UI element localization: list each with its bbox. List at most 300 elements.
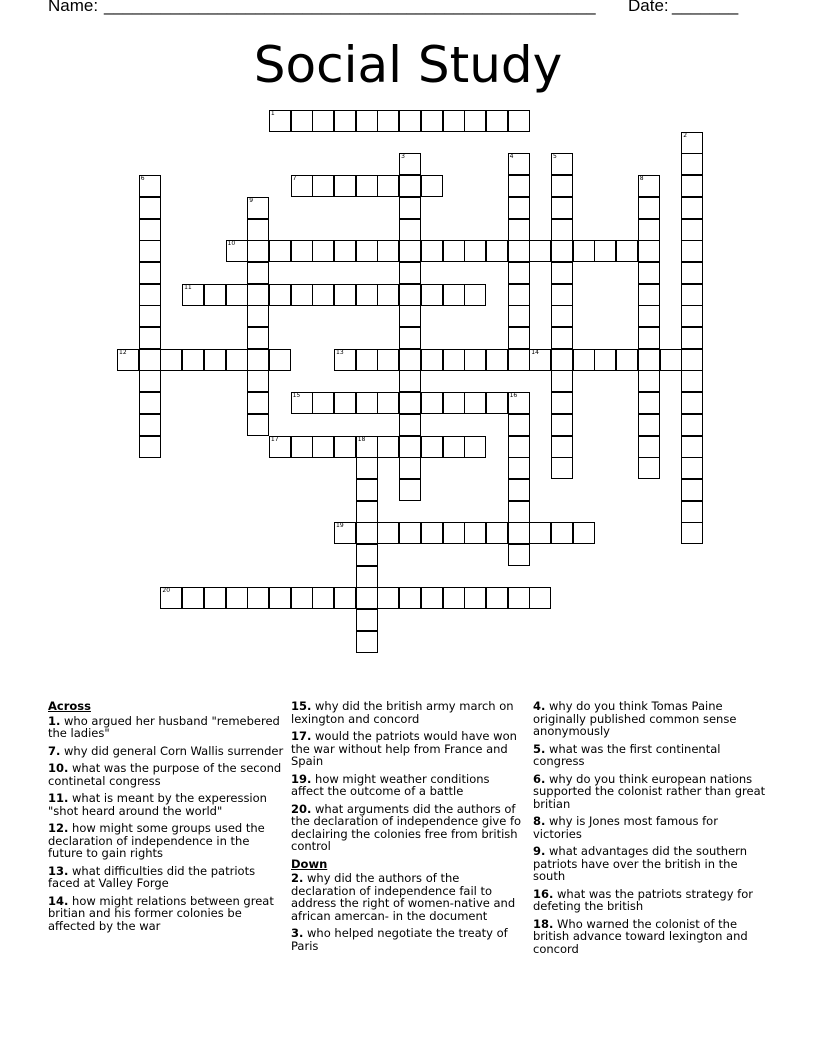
grid-cell[interactable] <box>638 262 660 284</box>
grid-cell[interactable] <box>508 197 530 219</box>
clue-text: who argued her husband "remebered the ladies" <box>48 713 280 740</box>
grid-cell[interactable] <box>638 305 660 327</box>
across-clue <box>291 773 525 798</box>
grid-cell[interactable] <box>399 284 421 306</box>
grid-cell[interactable] <box>291 110 313 132</box>
grid-cell[interactable] <box>377 522 399 544</box>
grid-cell[interactable] <box>421 175 443 197</box>
clue-text: why do you think Tomas Paine originally published common sense anonymously <box>533 699 737 738</box>
grid-cell[interactable] <box>508 501 530 523</box>
grid-cell[interactable] <box>508 436 530 458</box>
grid-cell[interactable] <box>334 240 356 262</box>
grid-cell[interactable] <box>638 349 660 371</box>
grid-cell[interactable] <box>139 436 161 458</box>
grid-cell[interactable] <box>139 349 161 371</box>
grid-cell[interactable] <box>421 110 443 132</box>
down-clue <box>533 700 769 738</box>
grid-cell[interactable] <box>139 240 161 262</box>
clue-num: 4. <box>533 699 546 713</box>
grid-cell[interactable] <box>681 414 703 436</box>
clue-num: 1. <box>48 713 61 728</box>
grid-cell[interactable] <box>377 240 399 262</box>
grid-cell[interactable] <box>377 110 399 132</box>
grid-cell[interactable] <box>139 414 161 436</box>
grid-cell[interactable] <box>269 436 291 458</box>
clue-num: 9. <box>533 844 546 858</box>
clue-num: 12. <box>48 821 69 835</box>
grid-cell[interactable] <box>616 240 638 262</box>
grid-cell[interactable] <box>464 240 486 262</box>
date-field[interactable]: _______ <box>672 0 739 15</box>
grid-cell[interactable] <box>139 327 161 349</box>
grid-cell[interactable] <box>247 305 269 327</box>
grid-cell[interactable] <box>551 457 573 479</box>
grid-cell[interactable] <box>638 392 660 414</box>
grid-cell[interactable] <box>160 587 182 609</box>
grid-cell[interactable] <box>182 587 204 609</box>
grid-cell[interactable] <box>551 414 573 436</box>
grid-cell[interactable] <box>508 175 530 197</box>
grid-cell[interactable] <box>312 175 334 197</box>
clue-number: 17 <box>270 435 279 443</box>
grid-cell[interactable] <box>464 110 486 132</box>
grid-cell[interactable] <box>421 240 443 262</box>
grid-cell[interactable] <box>204 349 226 371</box>
grid-cell[interactable] <box>508 349 530 371</box>
grid-cell[interactable] <box>681 522 703 544</box>
grid-cell[interactable] <box>638 370 660 392</box>
grid-cell[interactable] <box>508 457 530 479</box>
grid-cell[interactable] <box>508 392 530 414</box>
grid-cell[interactable] <box>421 392 443 414</box>
across-clue <box>48 762 284 787</box>
grid-cell[interactable] <box>247 284 269 306</box>
down-clue <box>533 815 769 840</box>
grid-cell[interactable] <box>508 522 530 544</box>
clue-number: 16 <box>509 392 518 400</box>
grid-cell[interactable] <box>247 240 269 262</box>
grid-cell[interactable] <box>443 522 465 544</box>
clue-number: 11 <box>184 283 192 291</box>
grid-cell[interactable] <box>508 110 530 132</box>
down-clue <box>533 773 769 811</box>
grid-cell[interactable] <box>681 197 703 219</box>
grid-cell[interactable] <box>529 522 551 544</box>
grid-cell[interactable] <box>356 457 378 479</box>
clue-num: 20. <box>291 801 312 816</box>
grid-cell[interactable] <box>551 349 573 371</box>
grid-cell[interactable] <box>638 457 660 479</box>
grid-cell[interactable] <box>681 175 703 197</box>
grid-cell[interactable] <box>399 392 421 414</box>
clue-text: why did the authors of the declaration of independence fail to address the right of women-native and african amercan- in the document <box>291 871 516 923</box>
clue-num: 14. <box>48 893 69 908</box>
clue-num: 15. <box>291 699 312 713</box>
grid-cell[interactable] <box>182 284 204 306</box>
grid-cell[interactable] <box>443 110 465 132</box>
clue-number: 18 <box>357 435 366 443</box>
grid-cell[interactable] <box>399 587 421 609</box>
down-clue <box>291 872 525 922</box>
grid-cell[interactable] <box>508 284 530 306</box>
grid-cell[interactable] <box>356 631 378 653</box>
grid-cell[interactable] <box>356 110 378 132</box>
grid-cell[interactable] <box>529 349 551 371</box>
grid-cell[interactable] <box>226 284 248 306</box>
grid-cell[interactable] <box>312 436 334 458</box>
across-clue <box>291 700 525 725</box>
grid-cell[interactable] <box>399 457 421 479</box>
clue-text: what difficulties did the patriots faced at Valley Forge <box>48 863 256 890</box>
grid-cell[interactable] <box>681 132 703 154</box>
grid-cell[interactable] <box>247 219 269 241</box>
grid-cell[interactable] <box>247 392 269 414</box>
grid-cell[interactable] <box>291 284 313 306</box>
grid-cell[interactable] <box>573 240 595 262</box>
grid-cell[interactable] <box>551 436 573 458</box>
grid-cell[interactable] <box>247 414 269 436</box>
grid-cell[interactable] <box>269 349 291 371</box>
grid-cell[interactable] <box>464 522 486 544</box>
grid-cell[interactable] <box>486 240 508 262</box>
grid-cell[interactable] <box>443 392 465 414</box>
grid-cell[interactable] <box>269 587 291 609</box>
clue-text: what was the first continental congress <box>533 741 721 768</box>
grid-cell[interactable] <box>464 392 486 414</box>
grid-cell[interactable] <box>551 370 573 392</box>
grid-cell[interactable] <box>269 110 291 132</box>
grid-cell[interactable] <box>508 414 530 436</box>
down-clue <box>533 888 769 913</box>
clue-text: what was the purpose of the second continetal congress <box>48 761 282 788</box>
clue-text: would the patriots would have won the war without help from France and Spain <box>291 729 517 768</box>
grid-cell[interactable] <box>464 587 486 609</box>
grid-cell[interactable] <box>356 587 378 609</box>
clue-num: 5. <box>533 741 546 756</box>
grid-cell[interactable] <box>551 240 573 262</box>
grid-cell[interactable] <box>443 349 465 371</box>
grid-cell[interactable] <box>312 110 334 132</box>
grid-cell[interactable] <box>377 392 399 414</box>
grid-cell[interactable] <box>312 284 334 306</box>
grid-cell[interactable] <box>421 436 443 458</box>
clue-text: how might some groups used the declaration of independence in the future to gain rights <box>48 821 265 860</box>
grid-cell[interactable] <box>247 349 269 371</box>
clue-text: what arguments did the authors of the declaration of independence give fo declairing the colonies free from british control <box>291 801 522 853</box>
grid-cell[interactable] <box>573 349 595 371</box>
down-heading: Down <box>291 856 328 871</box>
grid-cell[interactable] <box>616 349 638 371</box>
grid-cell[interactable] <box>486 392 508 414</box>
grid-cell[interactable] <box>291 392 313 414</box>
clue-num: 3. <box>291 926 304 940</box>
grid-cell[interactable] <box>638 240 660 262</box>
grid-cell[interactable] <box>139 392 161 414</box>
grid-cell[interactable] <box>443 436 465 458</box>
grid-cell[interactable] <box>421 522 443 544</box>
grid-cell[interactable] <box>226 587 248 609</box>
grid-cell[interactable] <box>638 219 660 241</box>
grid-cell[interactable] <box>508 479 530 501</box>
grid-cell[interactable] <box>508 240 530 262</box>
across-clue <box>48 745 284 758</box>
grid-cell[interactable] <box>443 587 465 609</box>
grid-cell[interactable] <box>334 284 356 306</box>
grid-cell[interactable] <box>399 305 421 327</box>
grid-cell[interactable] <box>399 175 421 197</box>
grid-cell[interactable] <box>334 436 356 458</box>
name-label: Name: <box>48 0 99 15</box>
grid-cell[interactable] <box>139 175 161 197</box>
grid-cell[interactable] <box>334 349 356 371</box>
grid-cell[interactable] <box>139 197 161 219</box>
grid-cell[interactable] <box>291 587 313 609</box>
clue-num: 16. <box>533 886 554 901</box>
grid-cell[interactable] <box>399 110 421 132</box>
clue-text: how might weather conditions affect the outcome of a battle <box>291 771 490 798</box>
across-clue <box>48 865 284 890</box>
grid-cell[interactable] <box>399 262 421 284</box>
grid-cell[interactable] <box>638 414 660 436</box>
grid-cell[interactable] <box>681 370 703 392</box>
grid-cell[interactable] <box>638 284 660 306</box>
clue-number: 3 <box>401 153 405 161</box>
clue-num: 7. <box>48 743 61 758</box>
clues-column-3 <box>533 700 769 960</box>
grid-cell[interactable] <box>681 262 703 284</box>
grid-cell[interactable] <box>638 327 660 349</box>
grid-cell[interactable] <box>399 370 421 392</box>
grid-cell[interactable] <box>486 110 508 132</box>
grid-cell[interactable] <box>291 240 313 262</box>
grid-cell[interactable] <box>139 370 161 392</box>
grid-cell[interactable] <box>681 153 703 175</box>
across-clue <box>48 895 284 933</box>
clue-number: 4 <box>509 153 514 161</box>
clue-number: 1 <box>270 110 275 117</box>
grid-cell[interactable] <box>377 436 399 458</box>
grid-cell[interactable] <box>681 436 703 458</box>
grid-cell[interactable] <box>356 479 378 501</box>
across-clue <box>291 803 525 853</box>
grid-cell[interactable] <box>356 436 378 458</box>
grid-cell[interactable] <box>551 153 573 175</box>
clue-text: what was the patriots strategy for defeting the british <box>533 886 753 913</box>
grid-cell[interactable] <box>226 240 248 262</box>
grid-cell[interactable] <box>334 175 356 197</box>
grid-cell[interactable] <box>399 153 421 175</box>
grid-cell[interactable] <box>529 587 551 609</box>
grid-cell[interactable] <box>399 349 421 371</box>
grid-cell[interactable] <box>464 284 486 306</box>
across-clue <box>48 715 284 740</box>
grid-cell[interactable] <box>421 587 443 609</box>
grid-cell[interactable] <box>399 414 421 436</box>
grid-cell[interactable] <box>247 262 269 284</box>
grid-cell[interactable] <box>312 587 334 609</box>
grid-cell[interactable] <box>399 479 421 501</box>
grid-cell[interactable] <box>508 262 530 284</box>
grid-cell[interactable] <box>443 240 465 262</box>
grid-cell[interactable] <box>377 349 399 371</box>
grid-cell[interactable] <box>356 392 378 414</box>
grid-cell[interactable] <box>291 175 313 197</box>
grid-cell[interactable] <box>594 349 616 371</box>
grid-cell[interactable] <box>399 240 421 262</box>
grid-cell[interactable] <box>139 305 161 327</box>
grid-cell[interactable] <box>356 284 378 306</box>
grid-cell[interactable] <box>508 305 530 327</box>
grid-cell[interactable] <box>356 175 378 197</box>
grid-cell[interactable] <box>117 349 139 371</box>
grid-cell[interactable] <box>681 349 703 371</box>
grid-cell[interactable] <box>681 501 703 523</box>
grid-cell[interactable] <box>334 392 356 414</box>
clue-text: how might relations between great britian and his former colonies be affected by the war <box>48 893 274 933</box>
grid-cell[interactable] <box>399 197 421 219</box>
grid-cell[interactable] <box>464 436 486 458</box>
clue-number: 20 <box>162 587 171 595</box>
clues-column-1 <box>48 700 284 937</box>
clue-text: what advantages did the southern patriots have over the british in the south <box>533 844 747 883</box>
down-clue <box>533 743 769 768</box>
grid-cell[interactable] <box>421 284 443 306</box>
name-field[interactable]: ____________________________________________________ <box>104 0 596 15</box>
down-clue <box>533 845 769 883</box>
grid-cell[interactable] <box>594 240 616 262</box>
grid-cell[interactable] <box>681 457 703 479</box>
grid-cell[interactable] <box>638 197 660 219</box>
clue-num: 17. <box>291 729 312 743</box>
clue-text: what is meant by the experession "shot heard around the world" <box>48 791 267 818</box>
grid-cell[interactable] <box>247 327 269 349</box>
grid-cell[interactable] <box>334 522 356 544</box>
grid-cell[interactable] <box>139 262 161 284</box>
grid-cell[interactable] <box>334 587 356 609</box>
clue-number: 13 <box>336 348 344 356</box>
grid-cell[interactable] <box>356 349 378 371</box>
grid-cell[interactable] <box>551 197 573 219</box>
grid-cell[interactable] <box>486 587 508 609</box>
grid-cell[interactable] <box>139 284 161 306</box>
grid-cell[interactable] <box>551 284 573 306</box>
grid-cell[interactable] <box>204 284 226 306</box>
grid-cell[interactable] <box>334 110 356 132</box>
grid-cell[interactable] <box>160 349 182 371</box>
down-clue <box>533 918 769 956</box>
clue-number: 10 <box>227 240 236 248</box>
clue-text: Who warned the colonist of the british advance toward lexington and concord <box>533 916 748 956</box>
clue-num: 10. <box>48 761 69 775</box>
grid-cell[interactable] <box>356 609 378 631</box>
grid-cell[interactable] <box>681 284 703 306</box>
grid-cell[interactable] <box>551 327 573 349</box>
grid-cell[interactable] <box>508 153 530 175</box>
grid-cell[interactable] <box>269 284 291 306</box>
grid-cell[interactable] <box>226 349 248 371</box>
grid-cell[interactable] <box>421 349 443 371</box>
grid-cell[interactable] <box>377 284 399 306</box>
clue-num: 8. <box>533 814 546 828</box>
grid-cell[interactable] <box>291 436 313 458</box>
grid-cell[interactable] <box>247 197 269 219</box>
clue-number: 6 <box>140 175 145 183</box>
grid-cell[interactable] <box>681 479 703 501</box>
clue-number: 5 <box>553 153 557 161</box>
grid-cell[interactable] <box>573 522 595 544</box>
date-label: Date: <box>628 0 669 15</box>
grid-cell[interactable] <box>312 392 334 414</box>
clue-text: why did the british army march on lexington and concord <box>291 699 514 726</box>
grid-cell[interactable] <box>486 522 508 544</box>
grid-cell[interactable] <box>681 392 703 414</box>
clue-num: 19. <box>291 771 312 786</box>
clue-number: 19 <box>336 522 344 530</box>
clue-num: 2. <box>291 871 304 885</box>
grid-cell[interactable] <box>443 284 465 306</box>
grid-cell[interactable] <box>508 327 530 349</box>
grid-cell[interactable] <box>508 219 530 241</box>
across-clue <box>48 792 284 817</box>
grid-cell[interactable] <box>660 349 682 371</box>
grid-cell[interactable] <box>486 349 508 371</box>
grid-cell[interactable] <box>508 587 530 609</box>
grid-cell[interactable] <box>551 219 573 241</box>
clue-num: 13. <box>48 863 69 878</box>
grid-cell[interactable] <box>529 240 551 262</box>
grid-cell[interactable] <box>681 305 703 327</box>
grid-cell[interactable] <box>204 587 226 609</box>
grid-cell[interactable] <box>681 327 703 349</box>
grid-cell[interactable] <box>399 436 421 458</box>
grid-cell[interactable] <box>182 349 204 371</box>
grid-cell[interactable] <box>681 240 703 262</box>
grid-cell[interactable] <box>681 219 703 241</box>
grid-cell[interactable] <box>508 544 530 566</box>
grid-cell[interactable] <box>399 219 421 241</box>
grid-cell[interactable] <box>269 240 291 262</box>
grid-cell[interactable] <box>638 175 660 197</box>
grid-cell[interactable] <box>356 240 378 262</box>
clue-num: 11. <box>48 791 69 805</box>
grid-cell[interactable] <box>551 522 573 544</box>
grid-cell[interactable] <box>399 327 421 349</box>
grid-cell[interactable] <box>377 587 399 609</box>
puzzle-title: Social Study <box>253 36 563 94</box>
grid-cell[interactable] <box>551 175 573 197</box>
clue-text: why do you think european nations supported the colonist rather than great britian <box>533 771 766 811</box>
grid-cell[interactable] <box>356 501 378 523</box>
grid-cell[interactable] <box>638 436 660 458</box>
clues-column-2 <box>291 700 525 957</box>
grid-cell[interactable] <box>551 262 573 284</box>
grid-cell[interactable] <box>247 370 269 392</box>
grid-cell[interactable] <box>247 587 269 609</box>
grid-cell[interactable] <box>464 349 486 371</box>
grid-cell[interactable] <box>139 219 161 241</box>
grid-cell[interactable] <box>399 522 421 544</box>
grid-cell[interactable] <box>356 544 378 566</box>
grid-cell[interactable] <box>356 522 378 544</box>
grid-cell[interactable] <box>377 175 399 197</box>
grid-cell[interactable] <box>551 392 573 414</box>
grid-cell[interactable] <box>356 566 378 588</box>
across-clue <box>48 822 284 860</box>
grid-cell[interactable] <box>312 240 334 262</box>
clue-num: 18. <box>533 916 554 931</box>
grid-cell[interactable] <box>551 305 573 327</box>
clue-number: 15 <box>292 392 301 400</box>
